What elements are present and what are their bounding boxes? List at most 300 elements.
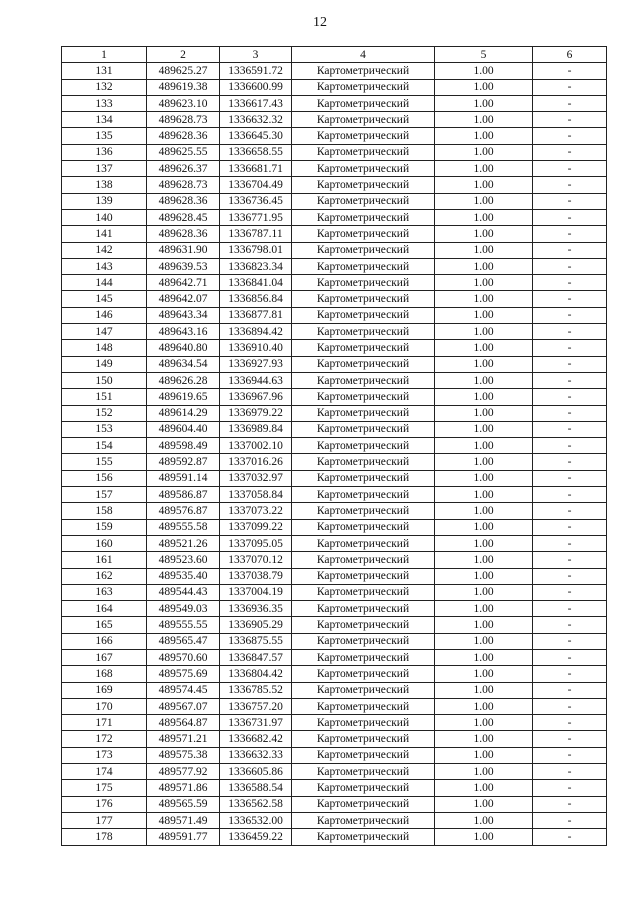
page-number: 12 [313,15,327,30]
y-coordinate-cell: 1336785.52 [220,682,292,698]
accuracy-cell: 1.00 [435,780,533,796]
method-cell: Картометрический [292,79,435,95]
point-number-cell: 152 [62,405,147,421]
accuracy-cell: 1.00 [435,633,533,649]
point-number-cell: 157 [62,487,147,503]
table-row [62,438,607,454]
x-coordinate-cell: 489628.73 [147,112,220,128]
method-cell: Картометрический [292,63,435,79]
x-coordinate-cell: 489570.60 [147,649,220,665]
x-coordinate-cell: 489591.14 [147,470,220,486]
description-cell: - [533,128,607,144]
y-coordinate-cell: 1336823.34 [220,258,292,274]
table-row [62,780,607,796]
method-cell: Картометрический [292,812,435,828]
table-row [62,666,607,682]
x-coordinate-cell: 489555.58 [147,519,220,535]
x-coordinate-cell: 489628.36 [147,226,220,242]
x-coordinate-cell: 489623.10 [147,95,220,111]
point-number-cell: 151 [62,389,147,405]
x-coordinate-cell: 489555.55 [147,617,220,633]
description-cell: - [533,829,607,845]
accuracy-cell: 1.00 [435,291,533,307]
x-coordinate-cell: 489564.87 [147,715,220,731]
description-cell: - [533,438,607,454]
accuracy-cell: 1.00 [435,144,533,160]
accuracy-cell: 1.00 [435,63,533,79]
description-cell: - [533,503,607,519]
description-cell: - [533,552,607,568]
y-coordinate-cell: 1336979.22 [220,405,292,421]
table-row [62,715,607,731]
table-row [62,291,607,307]
x-coordinate-cell: 489625.55 [147,144,220,160]
description-cell: - [533,617,607,633]
method-cell: Картометрический [292,193,435,209]
table-row [62,487,607,503]
y-coordinate-cell: 1337058.84 [220,487,292,503]
point-number-cell: 141 [62,226,147,242]
table-row [62,63,607,79]
point-number-cell: 174 [62,764,147,780]
table-row [62,356,607,372]
y-coordinate-cell: 1336989.84 [220,421,292,437]
y-coordinate-cell: 1336804.42 [220,666,292,682]
accuracy-cell: 1.00 [435,747,533,763]
description-cell: - [533,209,607,225]
table-row [62,209,607,225]
y-coordinate-cell: 1336771.95 [220,209,292,225]
accuracy-cell: 1.00 [435,519,533,535]
description-cell: - [533,682,607,698]
x-coordinate-cell: 489571.21 [147,731,220,747]
description-cell: - [533,161,607,177]
method-cell: Картометрический [292,698,435,714]
accuracy-cell: 1.00 [435,389,533,405]
table-row [62,519,607,535]
accuracy-cell: 1.00 [435,584,533,600]
table-header [62,47,607,63]
column-header: 2 [147,47,220,63]
table-row [62,552,607,568]
y-coordinate-cell: 1336847.57 [220,649,292,665]
x-coordinate-cell: 489549.03 [147,601,220,617]
accuracy-cell: 1.00 [435,568,533,584]
table-row [62,242,607,258]
description-cell: - [533,258,607,274]
column-header: 4 [292,47,435,63]
table-row [62,535,607,551]
accuracy-cell: 1.00 [435,682,533,698]
method-cell: Картометрический [292,421,435,437]
method-cell: Картометрический [292,601,435,617]
description-cell: - [533,177,607,193]
table-row [62,421,607,437]
accuracy-cell: 1.00 [435,731,533,747]
point-number-cell: 131 [62,63,147,79]
accuracy-cell: 1.00 [435,829,533,845]
table-row [62,226,607,242]
method-cell: Картометрический [292,454,435,470]
table-row [62,682,607,698]
method-cell: Картометрический [292,503,435,519]
point-number-cell: 177 [62,812,147,828]
accuracy-cell: 1.00 [435,698,533,714]
method-cell: Картометрический [292,584,435,600]
description-cell: - [533,519,607,535]
x-coordinate-cell: 489544.43 [147,584,220,600]
accuracy-cell: 1.00 [435,535,533,551]
point-number-cell: 149 [62,356,147,372]
point-number-cell: 171 [62,715,147,731]
description-cell: - [533,193,607,209]
method-cell: Картометрический [292,666,435,682]
point-number-cell: 162 [62,568,147,584]
method-cell: Картометрический [292,226,435,242]
description-cell: - [533,79,607,95]
point-number-cell: 158 [62,503,147,519]
accuracy-cell: 1.00 [435,95,533,111]
method-cell: Картометрический [292,535,435,551]
accuracy-cell: 1.00 [435,128,533,144]
method-cell: Картометрический [292,796,435,812]
point-number-cell: 143 [62,258,147,274]
description-cell: - [533,796,607,812]
table-row [62,617,607,633]
point-number-cell: 175 [62,780,147,796]
description-cell: - [533,307,607,323]
point-number-cell: 132 [62,79,147,95]
y-coordinate-cell: 1336910.40 [220,340,292,356]
point-number-cell: 137 [62,161,147,177]
accuracy-cell: 1.00 [435,112,533,128]
method-cell: Картометрический [292,617,435,633]
table-row [62,796,607,812]
description-cell: - [533,242,607,258]
method-cell: Картометрический [292,568,435,584]
description-cell: - [533,649,607,665]
x-coordinate-cell: 489628.45 [147,209,220,225]
description-cell: - [533,812,607,828]
x-coordinate-cell: 489575.38 [147,747,220,763]
y-coordinate-cell: 1336682.42 [220,731,292,747]
x-coordinate-cell: 489619.65 [147,389,220,405]
method-cell: Картометрический [292,291,435,307]
method-cell: Картометрический [292,209,435,225]
point-number-cell: 140 [62,209,147,225]
x-coordinate-cell: 489586.87 [147,487,220,503]
table-row [62,177,607,193]
description-cell: - [533,372,607,388]
method-cell: Картометрический [292,682,435,698]
description-cell: - [533,568,607,584]
x-coordinate-cell: 489598.49 [147,438,220,454]
table-row [62,307,607,323]
description-cell: - [533,63,607,79]
method-cell: Картометрический [292,258,435,274]
y-coordinate-cell: 1336927.93 [220,356,292,372]
description-cell: - [533,95,607,111]
x-coordinate-cell: 489523.60 [147,552,220,568]
x-coordinate-cell: 489571.86 [147,780,220,796]
point-number-cell: 160 [62,535,147,551]
description-cell: - [533,421,607,437]
y-coordinate-cell: 1336532.00 [220,812,292,828]
y-coordinate-cell: 1336944.63 [220,372,292,388]
x-coordinate-cell: 489591.77 [147,829,220,845]
accuracy-cell: 1.00 [435,242,533,258]
y-coordinate-cell: 1336704.49 [220,177,292,193]
point-number-cell: 154 [62,438,147,454]
method-cell: Картометрический [292,747,435,763]
y-coordinate-cell: 1336459.22 [220,829,292,845]
x-coordinate-cell: 489592.87 [147,454,220,470]
table-row [62,584,607,600]
accuracy-cell: 1.00 [435,258,533,274]
method-cell: Картометрический [292,340,435,356]
y-coordinate-cell: 1336605.86 [220,764,292,780]
x-coordinate-cell: 489565.47 [147,633,220,649]
method-cell: Картометрический [292,487,435,503]
x-coordinate-cell: 489577.92 [147,764,220,780]
method-cell: Картометрический [292,780,435,796]
description-cell: - [533,356,607,372]
point-number-cell: 167 [62,649,147,665]
method-cell: Картометрический [292,633,435,649]
y-coordinate-cell: 1336841.04 [220,275,292,291]
accuracy-cell: 1.00 [435,324,533,340]
method-cell: Картометрический [292,829,435,845]
method-cell: Картометрический [292,307,435,323]
accuracy-cell: 1.00 [435,715,533,731]
y-coordinate-cell: 1336787.11 [220,226,292,242]
method-cell: Картометрический [292,144,435,160]
description-cell: - [533,764,607,780]
y-coordinate-cell: 1336757.20 [220,698,292,714]
table-row [62,503,607,519]
accuracy-cell: 1.00 [435,764,533,780]
y-coordinate-cell: 1336936.35 [220,601,292,617]
method-cell: Картометрический [292,177,435,193]
method-cell: Картометрический [292,405,435,421]
column-header: 5 [435,47,533,63]
method-cell: Картометрический [292,372,435,388]
method-cell: Картометрический [292,764,435,780]
table-row [62,601,607,617]
point-number-cell: 166 [62,633,147,649]
y-coordinate-cell: 1336645.30 [220,128,292,144]
y-coordinate-cell: 1336588.54 [220,780,292,796]
y-coordinate-cell: 1337070.12 [220,552,292,568]
method-cell: Картометрический [292,161,435,177]
method-cell: Картометрический [292,438,435,454]
method-cell: Картометрический [292,275,435,291]
description-cell: - [533,324,607,340]
y-coordinate-cell: 1336967.96 [220,389,292,405]
y-coordinate-cell: 1336600.99 [220,79,292,95]
table-row [62,698,607,714]
point-number-cell: 176 [62,796,147,812]
description-cell: - [533,487,607,503]
point-number-cell: 156 [62,470,147,486]
y-coordinate-cell: 1336562.58 [220,796,292,812]
method-cell: Картометрический [292,715,435,731]
x-coordinate-cell: 489574.45 [147,682,220,698]
y-coordinate-cell: 1336632.33 [220,747,292,763]
y-coordinate-cell: 1336736.45 [220,193,292,209]
x-coordinate-cell: 489634.54 [147,356,220,372]
table-row [62,812,607,828]
table-body [62,63,607,845]
x-coordinate-cell: 489643.34 [147,307,220,323]
table-row [62,764,607,780]
point-number-cell: 159 [62,519,147,535]
point-number-cell: 148 [62,340,147,356]
table-row [62,79,607,95]
point-number-cell: 135 [62,128,147,144]
accuracy-cell: 1.00 [435,503,533,519]
point-number-cell: 178 [62,829,147,845]
y-coordinate-cell: 1336617.43 [220,95,292,111]
table-row [62,470,607,486]
y-coordinate-cell: 1337099.22 [220,519,292,535]
point-number-cell: 153 [62,421,147,437]
point-number-cell: 165 [62,617,147,633]
table-row [62,568,607,584]
x-coordinate-cell: 489625.27 [147,63,220,79]
method-cell: Картометрический [292,324,435,340]
accuracy-cell: 1.00 [435,470,533,486]
description-cell: - [533,470,607,486]
table-row [62,161,607,177]
column-header: 3 [220,47,292,63]
header-row [62,47,607,63]
point-number-cell: 145 [62,291,147,307]
x-coordinate-cell: 489575.69 [147,666,220,682]
x-coordinate-cell: 489571.49 [147,812,220,828]
point-number-cell: 146 [62,307,147,323]
x-coordinate-cell: 489576.87 [147,503,220,519]
x-coordinate-cell: 489619.38 [147,79,220,95]
y-coordinate-cell: 1337004.19 [220,584,292,600]
y-coordinate-cell: 1337032.97 [220,470,292,486]
description-cell: - [533,666,607,682]
y-coordinate-cell: 1336798.01 [220,242,292,258]
column-header: 6 [533,47,607,63]
accuracy-cell: 1.00 [435,193,533,209]
y-coordinate-cell: 1336731.97 [220,715,292,731]
point-number-cell: 170 [62,698,147,714]
point-number-cell: 147 [62,324,147,340]
description-cell: - [533,601,607,617]
y-coordinate-cell: 1336856.84 [220,291,292,307]
y-coordinate-cell: 1336632.32 [220,112,292,128]
accuracy-cell: 1.00 [435,226,533,242]
y-coordinate-cell: 1336681.71 [220,161,292,177]
accuracy-cell: 1.00 [435,812,533,828]
description-cell: - [533,389,607,405]
y-coordinate-cell: 1337095.05 [220,535,292,551]
method-cell: Картометрический [292,470,435,486]
point-number-cell: 150 [62,372,147,388]
table-row [62,747,607,763]
accuracy-cell: 1.00 [435,601,533,617]
table-row [62,193,607,209]
table-row [62,144,607,160]
accuracy-cell: 1.00 [435,454,533,470]
y-coordinate-cell: 1336875.55 [220,633,292,649]
x-coordinate-cell: 489604.40 [147,421,220,437]
x-coordinate-cell: 489535.40 [147,568,220,584]
x-coordinate-cell: 489626.37 [147,161,220,177]
y-coordinate-cell: 1336877.81 [220,307,292,323]
table-row [62,731,607,747]
point-number-cell: 138 [62,177,147,193]
method-cell: Картометрический [292,519,435,535]
table-row [62,258,607,274]
accuracy-cell: 1.00 [435,552,533,568]
method-cell: Картометрический [292,649,435,665]
accuracy-cell: 1.00 [435,177,533,193]
description-cell: - [533,405,607,421]
accuracy-cell: 1.00 [435,666,533,682]
x-coordinate-cell: 489643.16 [147,324,220,340]
description-cell: - [533,747,607,763]
point-number-cell: 168 [62,666,147,682]
description-cell: - [533,633,607,649]
x-coordinate-cell: 489567.07 [147,698,220,714]
y-coordinate-cell: 1336894.42 [220,324,292,340]
description-cell: - [533,291,607,307]
accuracy-cell: 1.00 [435,405,533,421]
x-coordinate-cell: 489626.28 [147,372,220,388]
coordinates-table [61,46,607,846]
description-cell: - [533,275,607,291]
point-number-cell: 144 [62,275,147,291]
description-cell: - [533,454,607,470]
table-row [62,389,607,405]
point-number-cell: 142 [62,242,147,258]
table-row [62,405,607,421]
description-cell: - [533,535,607,551]
x-coordinate-cell: 489631.90 [147,242,220,258]
method-cell: Картометрический [292,552,435,568]
point-number-cell: 155 [62,454,147,470]
point-number-cell: 173 [62,747,147,763]
description-cell: - [533,584,607,600]
table-row [62,649,607,665]
table-row [62,829,607,845]
point-number-cell: 133 [62,95,147,111]
point-number-cell: 169 [62,682,147,698]
point-number-cell: 134 [62,112,147,128]
point-number-cell: 136 [62,144,147,160]
description-cell: - [533,226,607,242]
accuracy-cell: 1.00 [435,79,533,95]
description-cell: - [533,780,607,796]
x-coordinate-cell: 489639.53 [147,258,220,274]
table-row [62,340,607,356]
point-number-cell: 139 [62,193,147,209]
description-cell: - [533,340,607,356]
accuracy-cell: 1.00 [435,356,533,372]
accuracy-cell: 1.00 [435,209,533,225]
y-coordinate-cell: 1337073.22 [220,503,292,519]
table-row [62,372,607,388]
y-coordinate-cell: 1336658.55 [220,144,292,160]
description-cell: - [533,731,607,747]
x-coordinate-cell: 489614.29 [147,405,220,421]
